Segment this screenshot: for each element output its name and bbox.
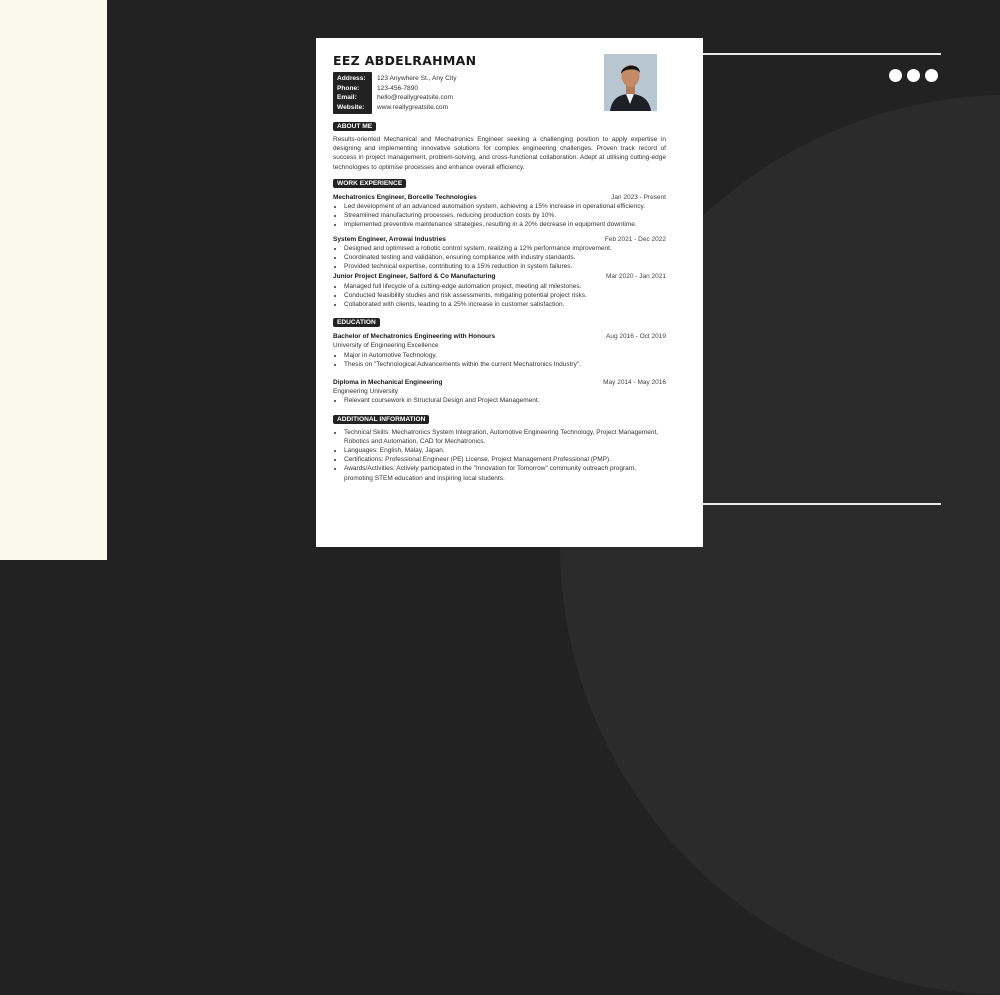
list-item: • Provided technical expertise, contributing to a 15% reduction in system failures. (344, 262, 666, 271)
list-item: • Collaborated with clients, leading to a 25% increase in customer satisfaction. (344, 300, 666, 309)
person-icon (604, 54, 657, 111)
job-date: Feb 2021 - Dec 2022 (604, 235, 666, 243)
list-item: • Technical Skills: Mechatronics System Integration, Automotive Engineering Technology, Project Management, Robotics and Automation, CAD for Mechatronics. (344, 428, 666, 446)
list-item: • Implemented preventive maintenance strategies, resulting in a 20% decrease in equipment downtime. (344, 220, 666, 229)
contact-label: Website: (337, 103, 365, 111)
job-bullets (333, 244, 666, 272)
contact-value: www.reallygreatsite.com (377, 103, 449, 111)
decor-line-bottom (703, 503, 941, 505)
job-header (333, 235, 666, 244)
contact-value: hello@reallygreatsite.com (377, 94, 453, 101)
left-panel (0, 0, 107, 560)
education-bullets (333, 351, 666, 369)
list-item: • Major in Automotive Technology. (344, 351, 666, 360)
dot (907, 69, 920, 82)
contact-value: 123 Anywhere St., Any City (377, 75, 457, 82)
dot (925, 69, 938, 82)
additional-heading: ADDITIONAL INFORMATION (333, 415, 429, 424)
list-item: • Awards/Activities: Actively participated in the "Innovation for Tomorrow" community outreach program, promoting STEM education and inspiring local students. (344, 464, 666, 482)
decor-line-top (703, 53, 941, 55)
education-header (333, 378, 666, 387)
list-item: • Thesis on "Technological Advancements within the current Mechatronics Industry". (344, 360, 666, 369)
list-item: • Streamlined manufacturing processes, reducing production costs by 10%. (344, 211, 666, 220)
more-options-icon[interactable] (889, 69, 938, 82)
list-item: • Relevant coursework in Structural Design and Project Management. (344, 396, 666, 405)
job-date: Jan 2023 - Present (611, 193, 666, 201)
job-bullets (333, 202, 666, 230)
contact-label: Email: (337, 94, 357, 101)
job-header (333, 272, 666, 281)
education-bullets (333, 396, 666, 405)
work-heading: WORK EXPERIENCE (333, 179, 406, 188)
list-item: • Conducted feasibility studies and risk assessments, mitigating potential project risks. (344, 291, 666, 300)
education-header (333, 332, 666, 341)
profile-photo (604, 54, 657, 111)
job-bullets (333, 282, 666, 310)
dot (889, 69, 902, 82)
resume-name: EEZ ABDELRAHMAN (333, 53, 477, 68)
list-item: • Coordinated testing and validation, ensuring compliance with industry standards. (344, 253, 666, 262)
education-heading: EDUCATION (333, 318, 380, 327)
contact-values (372, 72, 457, 114)
list-item: • Languages: English, Malay, Japan. (344, 446, 666, 455)
degree-date: Aug 2016 - Oct 2019 (606, 333, 666, 341)
job-date: Mar 2020 - Jan 2021 (606, 273, 666, 281)
about-text: Results-oriented Mechanical and Mechatronics Engineer seeking a challenging position to apply expertise in designing and implementing innovative solutions for complex engineering challenges. Proven track record of success in project management, problem-solving, and cross-functional collaboration. Adept at utilising cutting-edge technologies to optimise processes and enhance overall efficiency. (333, 136, 666, 171)
job-title: Junior Project Engineer, Salford & Co Manufacturing (333, 273, 496, 281)
contact-value: 123-456-7890 (377, 84, 419, 92)
job-header (333, 193, 666, 202)
resume-page (316, 38, 703, 547)
contact-label: Phone: (337, 84, 360, 92)
job-title: Mechatronics Engineer, Borcelle Technologies (333, 193, 477, 201)
school-name: University of Engineering Excellence (333, 342, 439, 350)
about-heading: ABOUT ME (333, 122, 376, 131)
list-item: • Managed full lifecycle of a cutting-edge automation project, meeting all milestones. (344, 282, 666, 291)
additional-bullets (333, 428, 666, 483)
list-item: • Designed and optimised a robotic control system, realizing a 12% performance improvement. (344, 244, 666, 253)
list-item: • Certifications: Professional Engineer (PE) License, Project Management Professional (PMP). (344, 455, 666, 464)
degree-title: Bachelor of Mechatronics Engineering with Honours (333, 333, 496, 341)
degree-title: Diploma in Mechanical Engineering (333, 379, 443, 387)
contact-labels (333, 72, 372, 114)
job-title: System Engineer, Arrowai Industries (333, 235, 446, 243)
school-name: Engineering University (333, 388, 399, 396)
list-item: • Led development of an advanced automation system, achieving a 15% increase in operational efficiency. (344, 202, 666, 211)
degree-date: May 2014 - May 2016 (603, 379, 666, 387)
contact-label: Address: (337, 75, 366, 82)
